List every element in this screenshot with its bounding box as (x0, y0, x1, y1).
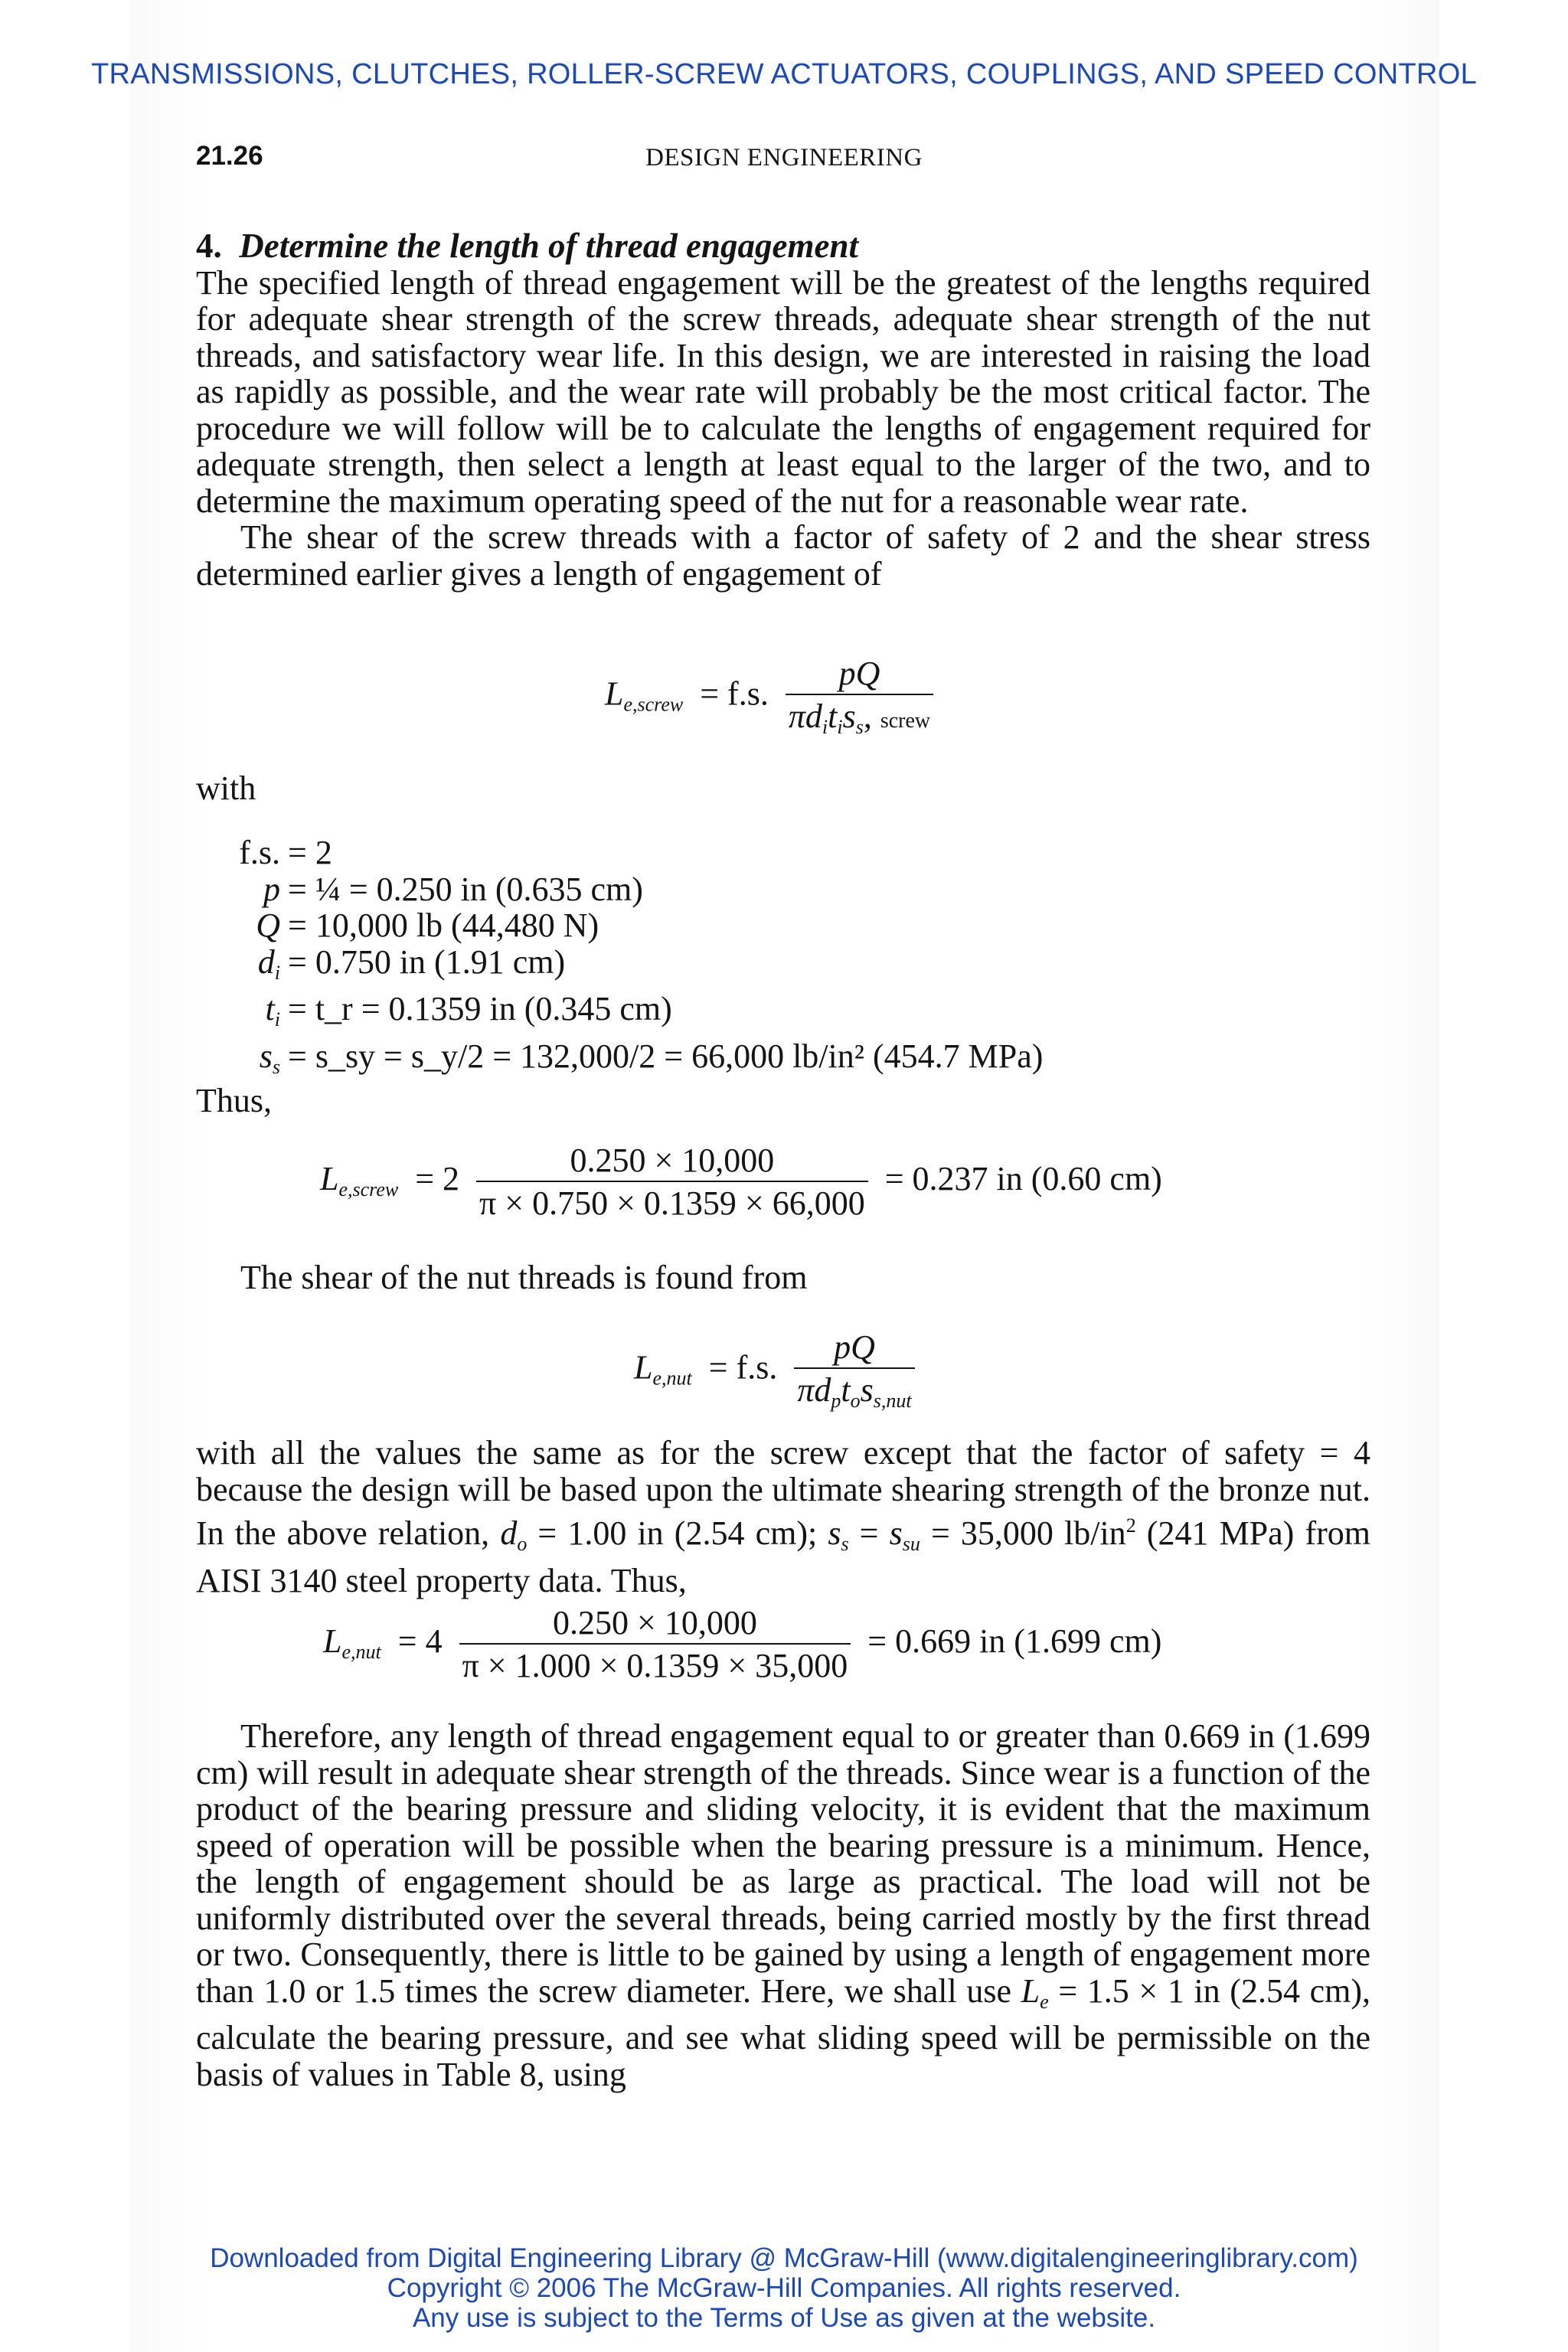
given-symbol: Q (256, 906, 280, 944)
given-row (196, 835, 1043, 871)
eq4-coefficient: 4 (425, 1622, 443, 1661)
p5-part-a: Therefore, any length of thread engagement equal to or greater than 0.669 in (1.699 cm) will result in adequate shear strength of the threads. Since wear is a function of the product of the bearing pressure and sliding velocity, it is evident that the maximum speed of operation will be possible when the bearing pressure is a minimum. Hence, the length of engagement should be as large as practical. The load will not be uniformly distributed over the several threads, being carried mostly by the first thread or two. Consequently, there is little to be gained by using a length of engagement more than 1.0 or 1.5 times the screw diameter. Here, we shall use (196, 1717, 1370, 2010)
section-block-2 (196, 1435, 1370, 1599)
equation-screw-result: $L_{e,screw} = 2$ $\frac{0.250 \times 10,000}{\pi \times 0.750 \times 0.1359 \times 66,000}$ = 0.237 in (0.60 cm) (320, 1142, 1162, 1222)
given-value: = 10,000 lb (44,480 N) (288, 906, 599, 944)
section-heading (196, 228, 1370, 265)
given-row (196, 907, 1043, 944)
given-symbol: p (263, 870, 280, 908)
eq1-lhs-subscript: e,screw (623, 693, 684, 716)
paragraph-nut-shear: The shear of the nut threads is found from (240, 1259, 808, 1296)
eq1-numerator: pQ (838, 655, 880, 692)
section-block-3 (196, 1718, 1370, 2092)
eq2-coefficient: 2 (443, 1160, 460, 1198)
eq1-denominator: $\pi d_it_is_s$, screw (788, 697, 931, 738)
given-row (196, 871, 1043, 908)
eq2-lhs-subscript: e,screw (338, 1178, 399, 1201)
download-footer (0, 2243, 1568, 2333)
eq2-fraction (476, 1144, 868, 1220)
given-subscript: s (272, 1055, 280, 1078)
equation-screw-length: $L_{e,screw} = f.s$. $\frac{pQ}{\pi d_it_is_s, screw}$ (605, 657, 933, 737)
page-number: 21.26 (196, 141, 263, 171)
paragraph-nut-values: with all the values the same as for the screw except that the factor of safety = 4 because the design will be based upon the ultimate shearing strength of the bronze nut. In the above relation, $d_o = 1.00$ in (2.54 cm); $s_s = s_{su} = 35,000$ $lb/in^2$ (241 MPa) from AISI 3140 steel property data. Thus, (196, 1434, 1370, 1599)
paragraph-intro: The specified length of thread engagement will be the greatest of the lengths required for adequate shear strength of the screw threads, adequate shear strength of the nut threads, and satisfactory wear life. In this design, we are interested in raising the load as rapidly as possible, and the wear rate will probably be the most critical factor. The procedure we will follow will be to calculate the lengths of engagement required for adequate strength, then select a length at least equal to the larger of the two, and to determine the maximum operating speed of the nut for a reasonable wear rate. (196, 263, 1370, 520)
p4-part-d: (241 MPa) from AISI 3140 steel property data. Thus, (196, 1514, 1370, 1599)
eq3-lhs-subscript: e,nut (652, 1367, 692, 1390)
p4-part-c: = 35,000 lb/in (920, 1514, 1126, 1552)
given-row (196, 991, 1043, 1038)
footer-terms-line[interactable]: Any use is subject to the Terms of Use as given at the website. (412, 2303, 1156, 2333)
eq4-denominator: π × 1.000 × 0.1359 × 35,000 (462, 1647, 848, 1684)
paragraph-screw-shear: The shear of the screw threads with a factor of safety of 2 and the shear stress determined earlier gives a length of engagement of (196, 518, 1370, 593)
section-number: 4. (196, 227, 222, 265)
label-with: with (196, 769, 256, 807)
eq4-lhs-subscript: e,nut (341, 1641, 381, 1664)
running-head: DESIGN ENGINEERING (645, 144, 923, 172)
eq3-fraction (794, 1328, 914, 1412)
section-block-1 (196, 228, 1370, 592)
footer-download-line[interactable]: Downloaded from Digital Engineering Library @ McGraw-Hill (www.digitalengineeringlibrary.com) (210, 2243, 1358, 2273)
given-symbol: t (265, 990, 275, 1027)
paragraph-engagement-choice: Therefore, any length of thread engagement equal to or greater than 0.669 in (1.699 cm) will result in adequate shear strength of the threads. Since wear is a function of the product of the bearing pressure and sliding velocity, it is evident that the maximum speed of operation will be possible when the bearing pressure is a minimum. Hence, the length of engagement should be as large as practical. The load will not be uniformly distributed over the several threads, being carried mostly by the first thread or two. Consequently, there is little to be gained by using a length of engagement more than 1.0 or 1.5 times the screw diameter. Here, we shall use $L_e = 1.5 \times 1$ in (2.54 cm), calculate the bearing pressure, and see what sliding speed will be permissible on the basis of values in Table 8, using (196, 1717, 1370, 2093)
given-row (196, 944, 1043, 991)
eq2-denominator: π × 0.750 × 0.1359 × 66,000 (479, 1184, 865, 1222)
given-value: = ¼ = 0.250 in (0.635 cm) (288, 870, 643, 908)
given-value: = 0.750 in (1.91 cm) (288, 942, 566, 981)
given-values-list (196, 835, 1043, 1085)
eq3-fs: f.s. (736, 1348, 778, 1387)
given-symbol: s (259, 1037, 273, 1075)
eq4-numerator: 0.250 × 10,000 (459, 1606, 851, 1645)
eq1-fraction (786, 657, 933, 737)
eq4-fraction (459, 1606, 851, 1683)
given-symbol: d (257, 942, 275, 981)
label-thus: Thus, (196, 1082, 272, 1119)
equation-nut-result: $L_{e,nut} = 4$ $\frac{0.250 \times 10,000}{\pi \times 1.000 \times 0.1359 \times 35,000}$ = 0.669 in (1.699 cm) (323, 1604, 1162, 1684)
eq3-den-subscript: s,nut (873, 1390, 912, 1412)
section-title: Determine the length of thread engagement (239, 227, 858, 265)
footer-copyright-line: Copyright © 2006 The McGraw-Hill Companies. All rights reserved. (387, 2273, 1181, 2303)
p4-part-a: with all the values the same as for the screw except that the factor of safety = 4 because the design will be based upon the ultimate shearing strength of the bronze nut. In the above relation, (196, 1434, 1370, 1552)
chapter-banner: TRANSMISSIONS, CLUTCHES, ROLLER-SCREW ACTUATORS, COUPLINGS, AND SPEED CONTROL (90, 58, 1478, 90)
given-row (196, 1038, 1043, 1086)
p5-part-b: = 1.5 × 1 in (2.54 cm), calculate the bearing pressure, and see what sliding speed will be permissible on the basis of values in Table 8, using (196, 1971, 1370, 2093)
eq3-denominator: $\pi d_pt_os_{s,nut}$ (797, 1371, 912, 1412)
eq1-fs: f.s. (727, 675, 769, 713)
given-subscript: i (274, 1008, 280, 1031)
eq4-result: = 0.669 in (1.699 cm) (867, 1622, 1162, 1661)
equation-nut-length: $L_{e,nut} = f.s$. $\frac{pQ}{\pi d_pt_os_{s,nut}}$ (634, 1331, 915, 1411)
eq1-den-tail: screw (880, 709, 931, 733)
p4-part-b: = 1.00 in (2.54 cm); (527, 1514, 828, 1552)
eq2-numerator: 0.250 × 10,000 (476, 1144, 868, 1182)
given-value: = 2 (288, 834, 332, 871)
eq3-numerator: pQ (834, 1328, 875, 1366)
given-value: = t_r = 0.1359 in (0.345 cm) (288, 990, 672, 1027)
eq2-result: = 0.237 in (0.60 cm) (884, 1160, 1162, 1198)
given-symbol: f.s. (239, 834, 280, 871)
given-subscript: i (274, 961, 280, 984)
given-value: = s_sy = s_y/2 = 132,000/2 = 66,000 lb/in² (454.7 MPa) (288, 1037, 1044, 1075)
